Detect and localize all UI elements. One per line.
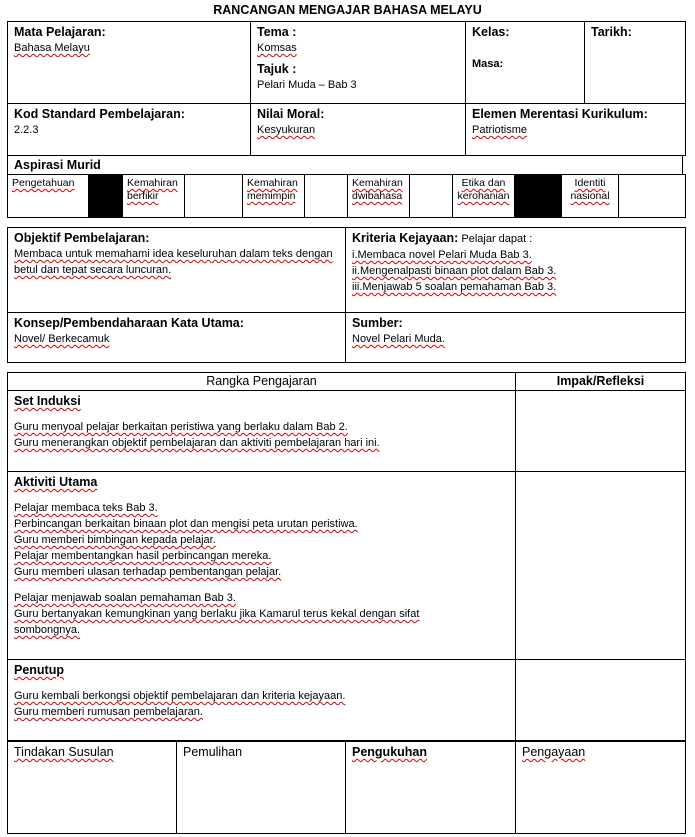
document-title: RANCANGAN MENGAJAR BAHASA MELAYU (213, 3, 482, 17)
impak-penutup-cell (516, 660, 686, 741)
pengukuhan-label: Pengukuhan (352, 745, 428, 759)
kod-standard-label: Kod Standard Pembelajaran: (14, 107, 185, 121)
aktiviti-line-7: Guru bertanyakan kemungkinan yang berlaku jika Kamarul terus kekal dengan sifat sombongnya. (14, 608, 420, 636)
mata-pelajaran-value: Bahasa Melayu (14, 42, 90, 54)
objektif-text: Membaca untuk memahami idea keseluruhan dalam teks dengan betul dan tepat secara luncuran. (14, 248, 333, 276)
objektif-cell (8, 228, 346, 313)
pengayaan-cell (516, 742, 686, 834)
impak-header-cell (516, 373, 686, 391)
set-induksi-cell (8, 391, 516, 472)
tema-label: Tema : (257, 25, 297, 39)
rangka-header: Rangka Pengajaran (206, 374, 317, 388)
aspirasi-label: Aspirasi Murid (14, 158, 101, 172)
penutup-label: Penutup (14, 663, 64, 677)
elemen-merentasi-cell (466, 104, 686, 156)
sumber-cell (346, 313, 686, 363)
kriteria-item-1: i.Membaca novel Pelari Muda Bab 3. (352, 249, 532, 261)
aktiviti-line-4: Pelajar membentangkan hasil perbincangan mereka. (14, 550, 272, 562)
sumber-value: Novel Pelari Muda. (352, 333, 445, 345)
penutup-cell (8, 660, 516, 741)
aktiviti-line-1: Pelajar membaca teks Bab 3. (14, 502, 158, 514)
konsep-cell (8, 313, 346, 363)
kriteria-item-3: iii.Menjawab 5 soalan pemahaman Bab 3. (352, 281, 557, 293)
aspirasi-item-kemahiran-memimpin: Kemahiran memimpin (243, 175, 305, 218)
aktiviti-line-3: Guru memberi bimbingan kepada pelajar. (14, 534, 216, 546)
kriteria-label: Kriteria Kejayaan: (352, 231, 459, 245)
elemen-merentasi-label: Elemen Merentasi Kurikulum: (472, 107, 648, 121)
impak-set-induksi-cell (516, 391, 686, 472)
rangka-table (7, 372, 686, 741)
pemulihan-cell (177, 742, 346, 834)
tema-value: Komsas (257, 42, 297, 54)
kriteria-cell (346, 228, 686, 313)
aspirasi-item-kemahiran-berfikir: Kemahiran berfikir (123, 175, 185, 218)
kod-standard-value: 2.2.3 (14, 124, 39, 136)
aspirasi-item-etika-kerohanian: Etika dan kerohanian (453, 175, 515, 218)
tarikh-label: Tarikh: (591, 25, 632, 39)
aktiviti-line-6: Pelajar menjawab soalan pemahaman Bab 3. (14, 592, 236, 604)
tindakan-susulan-label: Tindakan Susulan (14, 745, 114, 759)
aspirasi-item-identiti-nasional: Identiti nasional (562, 175, 619, 218)
impak-header: Impak/Refleksi (556, 374, 645, 388)
aspirasi-header (7, 155, 683, 174)
konsep-label: Konsep/Pembendaharaan Kata Utama: (14, 316, 244, 330)
set-induksi-line-2: Guru menerangkan objektif pembelajaran dan aktiviti pembelajaran hari ini. (14, 437, 380, 449)
impak-aktiviti-cell (516, 472, 686, 660)
aspirasi-box-1 (89, 175, 123, 218)
pengukuhan-cell (346, 742, 516, 834)
aspirasi-box-4 (410, 175, 453, 218)
nilai-moral-cell (251, 104, 466, 156)
aspirasi-table (7, 174, 686, 218)
set-induksi-label: Set Induksi (14, 394, 81, 408)
tajuk-value: Pelari Muda – Bab 3 (257, 79, 357, 91)
kelas-cell (466, 22, 585, 104)
aktiviti-line-5: Guru memberi ulasan terhadap pembentangan pelajar. (14, 566, 282, 578)
aktiviti-utama-cell (8, 472, 516, 660)
konsep-value: Novel/ Berkecamuk (14, 333, 110, 345)
tema-cell (251, 22, 466, 104)
penutup-line-2: Guru memberi rumusan pembelajaran. (14, 706, 203, 718)
set-induksi-line-1: Guru menyoal pelajar berkaitan peristiwa yang berlaku dalam Bab 2. (14, 421, 348, 433)
aspirasi-box-2 (185, 175, 243, 218)
tarikh-cell (585, 22, 686, 104)
objektif-table (7, 227, 686, 363)
aspirasi-item-kemahiran-dwibahasa: Kemahiran dwibahasa (348, 175, 410, 218)
kelas-label: Kelas: (472, 25, 510, 39)
mata-pelajaran-cell (8, 22, 251, 104)
objektif-label: Objektif Pembelajaran: (14, 231, 150, 245)
tajuk-label: Tajuk : (257, 62, 297, 76)
aktiviti-line-2: Perbincangan berkaitan binaan plot dan mengisi peta urutan peristiwa. (14, 518, 358, 530)
aktiviti-utama-label: Aktiviti Utama (14, 475, 98, 489)
aspirasi-box-6 (619, 175, 686, 218)
kod-standard-cell (8, 104, 251, 156)
footer-table (7, 741, 686, 834)
pemulihan-label: Pemulihan (183, 745, 243, 759)
kriteria-intro: Pelajar dapat : (461, 233, 533, 245)
rangka-header-cell (8, 373, 516, 391)
aspirasi-box-5 (515, 175, 562, 218)
pengayaan-label: Pengayaan (522, 745, 586, 759)
nilai-moral-label: Nilai Moral: (257, 107, 325, 121)
mata-pelajaran-label: Mata Pelajaran: (14, 25, 106, 39)
masa-label: Masa: (472, 58, 504, 70)
nilai-moral-value: Kesyukuran (257, 124, 316, 136)
header-table (7, 21, 686, 156)
tindakan-susulan-cell (8, 742, 177, 834)
sumber-label: Sumber: (352, 316, 403, 330)
kriteria-item-2: ii.Mengenalpasti binaan plot dalam Bab 3. (352, 265, 557, 277)
aspirasi-item-pengetahuan: Pengetahuan (8, 175, 89, 218)
elemen-merentasi-value: Patriotisme (472, 124, 528, 136)
aspirasi-box-3 (305, 175, 348, 218)
penutup-line-1: Guru kembali berkongsi objektif pembelajaran dan kriteria kejayaan. (14, 690, 346, 702)
